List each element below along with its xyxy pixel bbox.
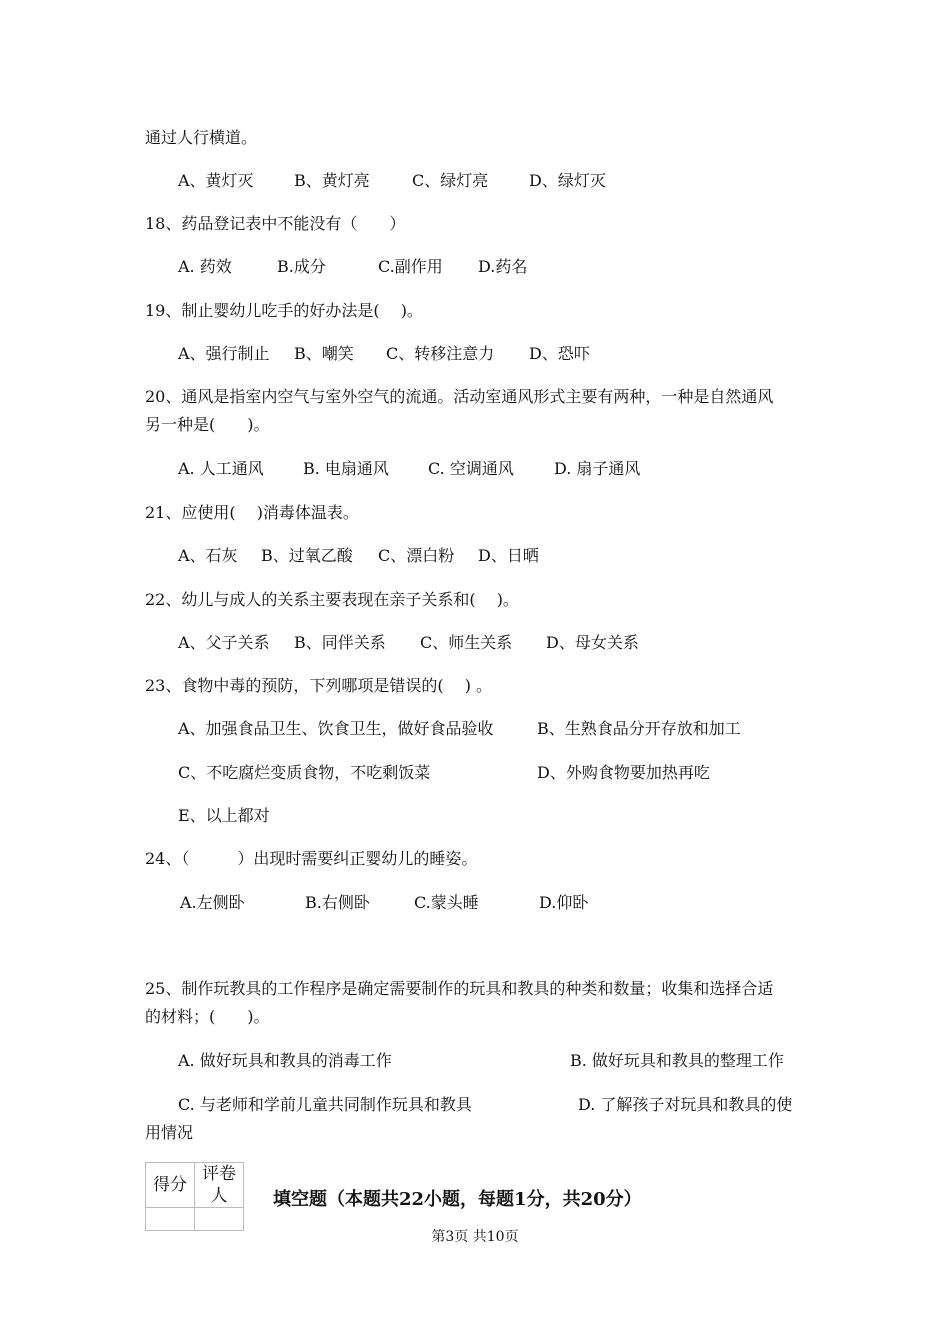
option-20a[interactable]: A. 人工通风 <box>178 459 264 478</box>
option-22a[interactable]: A、父子关系 <box>178 633 270 652</box>
question-25-line1: 25、制作玩教具的工作程序是确定需要制作的玩具和教具的种类和数量；收集和选择合适 <box>145 979 774 998</box>
option-22c[interactable]: C、师生关系 <box>420 633 513 652</box>
question-19: 19、制止婴幼儿吃手的好办法是( )。 <box>145 301 423 320</box>
option-24c[interactable]: C.蒙头睡 <box>414 893 479 912</box>
option-20c[interactable]: C. 空调通风 <box>428 459 514 478</box>
option-20b[interactable]: B. 电扇通风 <box>303 459 389 478</box>
option-21a[interactable]: A、石灰 <box>178 546 238 565</box>
option-21d[interactable]: D、日晒 <box>478 546 539 565</box>
option-22b[interactable]: B、同伴关系 <box>294 633 386 652</box>
question-25-line2: 的材料；( )。 <box>145 1007 270 1026</box>
option-24a[interactable]: A.左侧卧 <box>180 893 245 912</box>
option-25d[interactable]: D. 了解孩子对玩具和教具的使 <box>578 1095 793 1114</box>
option-17c[interactable]: C、绿灯亮 <box>412 171 489 190</box>
option-23a[interactable]: A、加强食品卫生、饮食卫生，做好食品验收 <box>178 719 494 738</box>
question-17-tail: 通过人行横道。 <box>145 128 258 147</box>
option-18b[interactable]: B.成分 <box>277 257 326 276</box>
option-23b[interactable]: B、生熟食品分开存放和加工 <box>537 719 741 738</box>
option-24b[interactable]: B.右侧卧 <box>305 893 370 912</box>
question-23: 23、食物中毒的预防，下列哪项是错误的( ) 。 <box>145 676 493 695</box>
option-23e[interactable]: E、以上都对 <box>178 806 270 825</box>
question-25-line3: 用情况 <box>145 1123 194 1142</box>
question-20-line2: 另一种是( )。 <box>145 415 270 434</box>
option-25c[interactable]: C. 与老师和学前儿童共同制作玩具和教具 <box>178 1095 472 1114</box>
option-18d[interactable]: D.药名 <box>478 257 528 276</box>
question-22: 22、幼儿与成人的关系主要表现在亲子关系和( )。 <box>145 590 519 609</box>
page-footer: 第3页 共10页 <box>431 1229 519 1245</box>
question-24: 24、（ ）出现时需要纠正婴幼儿的睡姿。 <box>145 849 478 868</box>
question-21: 21、应使用( )消毒体温表。 <box>145 503 359 522</box>
option-17b[interactable]: B、黄灯亮 <box>294 171 370 190</box>
option-22d[interactable]: D、母女关系 <box>546 633 639 652</box>
option-17a[interactable]: A、黄灯灭 <box>178 171 254 190</box>
option-25b[interactable]: B. 做好玩具和教具的整理工作 <box>570 1051 784 1070</box>
option-25a[interactable]: A. 做好玩具和教具的消毒工作 <box>178 1051 392 1070</box>
option-20d[interactable]: D. 扇子通风 <box>554 459 641 478</box>
grader-header: 评卷人 <box>195 1163 244 1208</box>
option-23d[interactable]: D、外购食物要加热再吃 <box>537 763 710 782</box>
option-21c[interactable]: C、漂白粉 <box>378 546 455 565</box>
option-19a[interactable]: A、强行制止 <box>178 344 270 363</box>
score-header: 得分 <box>146 1163 195 1208</box>
option-18a[interactable]: A. 药效 <box>178 257 232 276</box>
option-24d[interactable]: D.仰卧 <box>539 893 589 912</box>
option-23c[interactable]: C、不吃腐烂变质食物，不吃剩饭菜 <box>178 763 431 782</box>
option-19b[interactable]: B、嘲笑 <box>294 344 354 363</box>
option-18c[interactable]: C.副作用 <box>378 257 443 276</box>
option-19c[interactable]: C、转移注意力 <box>386 344 495 363</box>
option-17d[interactable]: D、绿灯灭 <box>529 171 606 190</box>
score-table <box>145 1162 244 1231</box>
option-19d[interactable]: D、恐吓 <box>529 344 590 363</box>
option-21b[interactable]: B、过氧乙酸 <box>261 546 353 565</box>
question-20-line1: 20、通风是指室内空气与室外空气的流通。活动室通风形式主要有两种，一种是自然通风 <box>145 387 774 406</box>
section-title: 填空题（本题共22小题，每题1分，共20分） <box>273 1189 642 1210</box>
question-18: 18、药品登记表中不能没有（ ） <box>145 214 406 233</box>
